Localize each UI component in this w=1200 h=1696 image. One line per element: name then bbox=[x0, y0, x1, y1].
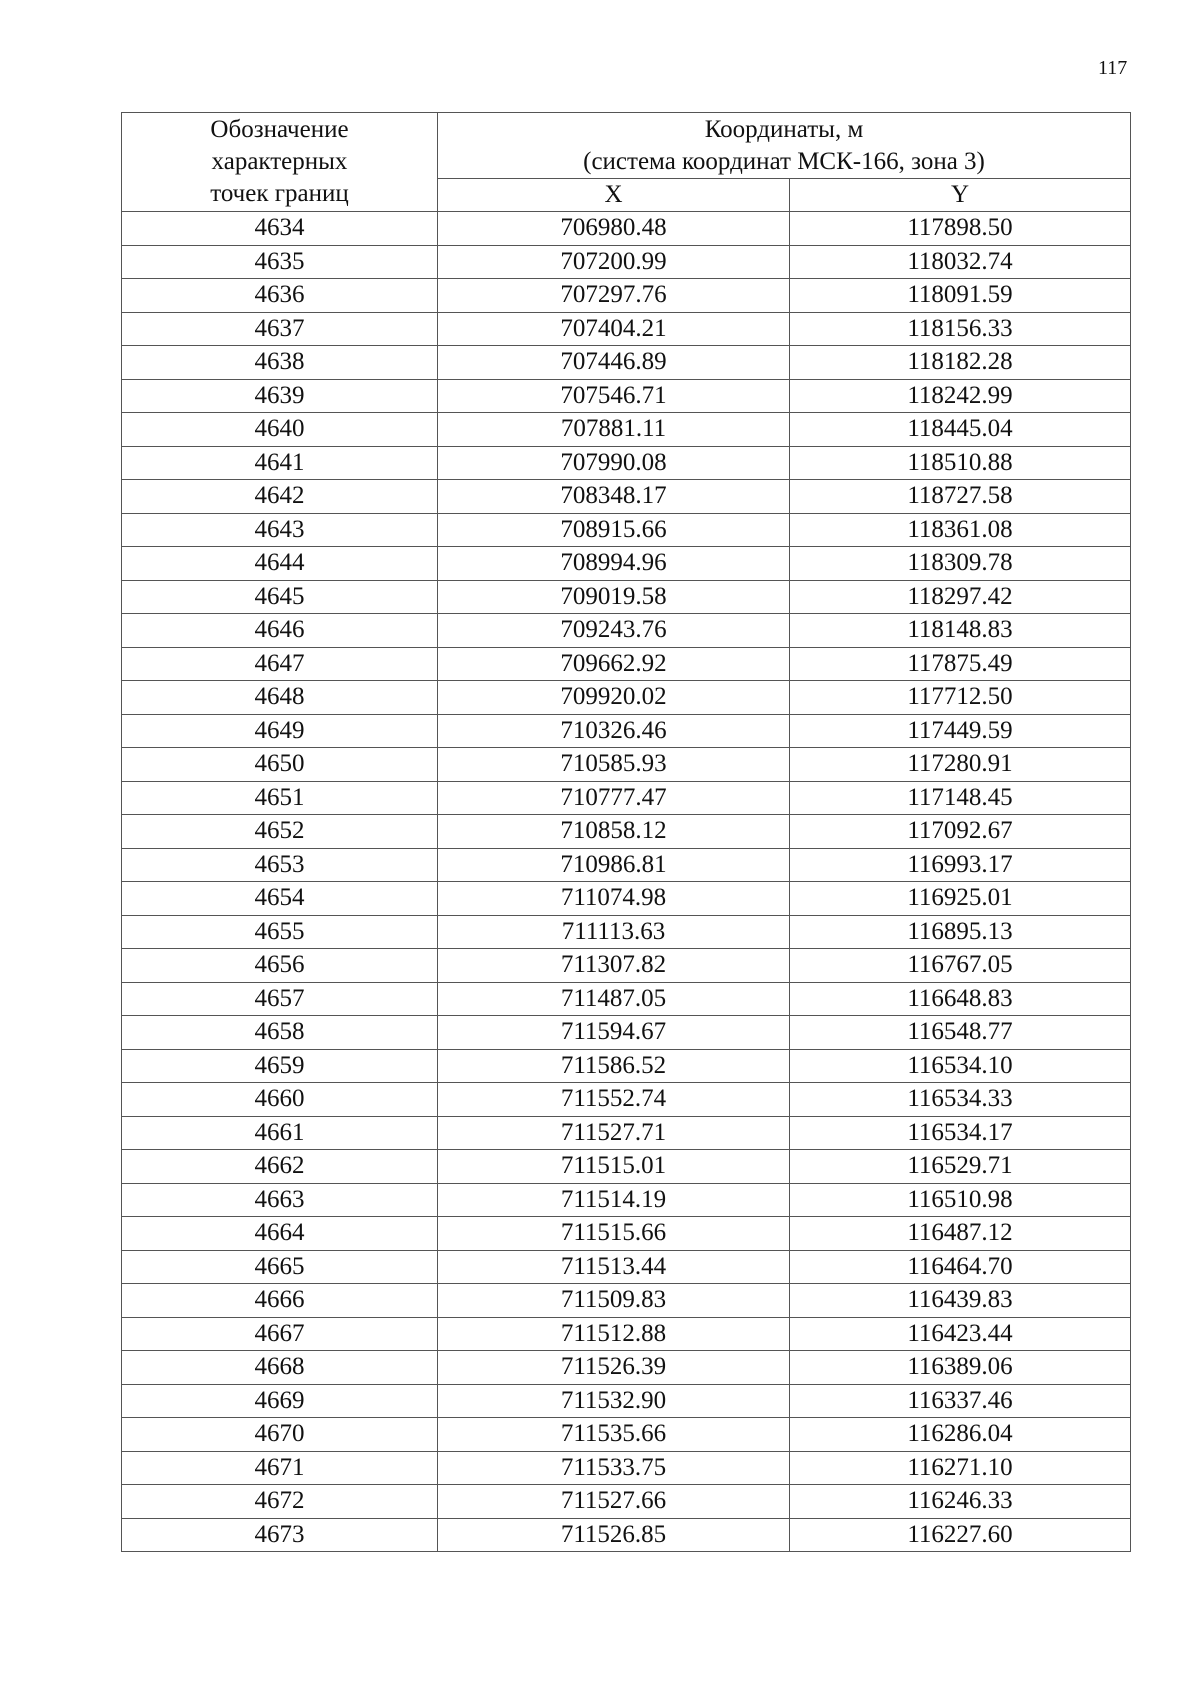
y-coordinate-cell: 118361.08 bbox=[790, 513, 1131, 547]
point-id-cell: 4638 bbox=[122, 346, 438, 380]
point-id-cell: 4659 bbox=[122, 1049, 438, 1083]
point-id-cell: 4661 bbox=[122, 1116, 438, 1150]
y-column-header: Y bbox=[790, 179, 1131, 212]
y-coordinate-cell: 116510.98 bbox=[790, 1183, 1131, 1217]
point-id-cell: 4641 bbox=[122, 446, 438, 480]
table-row bbox=[122, 1183, 1131, 1217]
point-id-cell: 4653 bbox=[122, 848, 438, 882]
point-id-cell: 4649 bbox=[122, 714, 438, 748]
table-row bbox=[122, 1518, 1131, 1552]
x-column-header: X bbox=[438, 179, 790, 212]
point-id-cell: 4655 bbox=[122, 915, 438, 949]
y-coordinate-cell: 118091.59 bbox=[790, 279, 1131, 313]
y-coordinate-cell: 116534.10 bbox=[790, 1049, 1131, 1083]
point-id-cell: 4663 bbox=[122, 1183, 438, 1217]
x-coordinate-cell: 710326.46 bbox=[438, 714, 790, 748]
point-id-cell: 4634 bbox=[122, 212, 438, 246]
y-coordinate-cell: 117092.67 bbox=[790, 815, 1131, 849]
x-coordinate-cell: 709243.76 bbox=[438, 614, 790, 648]
y-coordinate-cell: 116648.83 bbox=[790, 982, 1131, 1016]
y-coordinate-cell: 117280.91 bbox=[790, 748, 1131, 782]
x-coordinate-cell: 711515.01 bbox=[438, 1150, 790, 1184]
table-row bbox=[122, 245, 1131, 279]
y-coordinate-cell: 116767.05 bbox=[790, 949, 1131, 983]
y-coordinate-cell: 116534.17 bbox=[790, 1116, 1131, 1150]
x-coordinate-cell: 711307.82 bbox=[438, 949, 790, 983]
x-coordinate-cell: 707297.76 bbox=[438, 279, 790, 313]
y-coordinate-cell: 117875.49 bbox=[790, 647, 1131, 681]
x-coordinate-cell: 709920.02 bbox=[438, 681, 790, 715]
table-row bbox=[122, 949, 1131, 983]
y-coordinate-cell: 116246.33 bbox=[790, 1485, 1131, 1519]
x-coordinate-cell: 707404.21 bbox=[438, 312, 790, 346]
y-coordinate-cell: 116487.12 bbox=[790, 1217, 1131, 1251]
table-body bbox=[122, 212, 1131, 1552]
point-id-cell: 4651 bbox=[122, 781, 438, 815]
point-id-cell: 4643 bbox=[122, 513, 438, 547]
x-coordinate-cell: 709019.58 bbox=[438, 580, 790, 614]
y-coordinate-cell: 117449.59 bbox=[790, 714, 1131, 748]
x-coordinate-cell: 711535.66 bbox=[438, 1418, 790, 1452]
table-row bbox=[122, 580, 1131, 614]
coordinates-header-line: (система координат МСК-166, зона 3) bbox=[583, 147, 985, 175]
y-coordinate-cell: 116993.17 bbox=[790, 848, 1131, 882]
table-row bbox=[122, 312, 1131, 346]
table-row bbox=[122, 1351, 1131, 1385]
x-coordinate-cell: 711515.66 bbox=[438, 1217, 790, 1251]
table-row bbox=[122, 1250, 1131, 1284]
point-id-cell: 4644 bbox=[122, 547, 438, 581]
point-id-cell: 4646 bbox=[122, 614, 438, 648]
table-row bbox=[122, 346, 1131, 380]
x-coordinate-cell: 706980.48 bbox=[438, 212, 790, 246]
table-row bbox=[122, 1049, 1131, 1083]
table-row bbox=[122, 379, 1131, 413]
point-id-cell: 4635 bbox=[122, 245, 438, 279]
point-id-cell: 4664 bbox=[122, 1217, 438, 1251]
table-row bbox=[122, 1016, 1131, 1050]
x-coordinate-cell: 711533.75 bbox=[438, 1451, 790, 1485]
y-coordinate-cell: 118445.04 bbox=[790, 413, 1131, 447]
point-id-cell: 4642 bbox=[122, 480, 438, 514]
point-id-cell: 4650 bbox=[122, 748, 438, 782]
y-coordinate-cell: 116271.10 bbox=[790, 1451, 1131, 1485]
point-id-cell: 4656 bbox=[122, 949, 438, 983]
point-id-cell: 4657 bbox=[122, 982, 438, 1016]
y-coordinate-cell: 116464.70 bbox=[790, 1250, 1131, 1284]
table-row bbox=[122, 1116, 1131, 1150]
x-coordinate-cell: 708915.66 bbox=[438, 513, 790, 547]
table-row bbox=[122, 513, 1131, 547]
table-row bbox=[122, 1217, 1131, 1251]
point-id-cell: 4660 bbox=[122, 1083, 438, 1117]
coordinates-header bbox=[438, 113, 1131, 179]
table-row bbox=[122, 882, 1131, 916]
table-row bbox=[122, 1418, 1131, 1452]
point-id-cell: 4654 bbox=[122, 882, 438, 916]
x-coordinate-cell: 711514.19 bbox=[438, 1183, 790, 1217]
table-row bbox=[122, 1384, 1131, 1418]
y-coordinate-cell: 116389.06 bbox=[790, 1351, 1131, 1385]
y-coordinate-cell: 118156.33 bbox=[790, 312, 1131, 346]
y-coordinate-cell: 118182.28 bbox=[790, 346, 1131, 380]
y-coordinate-cell: 118242.99 bbox=[790, 379, 1131, 413]
x-coordinate-cell: 707446.89 bbox=[438, 346, 790, 380]
y-coordinate-cell: 116534.33 bbox=[790, 1083, 1131, 1117]
table-row bbox=[122, 413, 1131, 447]
x-coordinate-cell: 710986.81 bbox=[438, 848, 790, 882]
point-id-cell: 4666 bbox=[122, 1284, 438, 1318]
point-id-cell: 4670 bbox=[122, 1418, 438, 1452]
point-id-cell: 4672 bbox=[122, 1485, 438, 1519]
point-designation-header bbox=[122, 113, 438, 212]
point-id-cell: 4639 bbox=[122, 379, 438, 413]
y-coordinate-cell: 116895.13 bbox=[790, 915, 1131, 949]
table-row bbox=[122, 212, 1131, 246]
y-coordinate-cell: 116423.44 bbox=[790, 1317, 1131, 1351]
point-id-cell: 4668 bbox=[122, 1351, 438, 1385]
point-id-cell: 4648 bbox=[122, 681, 438, 715]
table-row bbox=[122, 547, 1131, 581]
coordinates-header-line: Координаты, м bbox=[704, 115, 864, 143]
table-row bbox=[122, 614, 1131, 648]
table-row bbox=[122, 446, 1131, 480]
y-coordinate-cell: 118309.78 bbox=[790, 547, 1131, 581]
y-coordinate-cell: 118297.42 bbox=[790, 580, 1131, 614]
y-coordinate-cell: 118148.83 bbox=[790, 614, 1131, 648]
x-coordinate-cell: 710777.47 bbox=[438, 781, 790, 815]
x-coordinate-cell: 711113.63 bbox=[438, 915, 790, 949]
x-coordinate-cell: 711512.88 bbox=[438, 1317, 790, 1351]
y-coordinate-cell: 118727.58 bbox=[790, 480, 1131, 514]
x-coordinate-cell: 711513.44 bbox=[438, 1250, 790, 1284]
x-coordinate-cell: 711552.74 bbox=[438, 1083, 790, 1117]
x-coordinate-cell: 709662.92 bbox=[438, 647, 790, 681]
point-id-cell: 4665 bbox=[122, 1250, 438, 1284]
x-coordinate-cell: 710858.12 bbox=[438, 815, 790, 849]
table-row bbox=[122, 1451, 1131, 1485]
table-row bbox=[122, 1284, 1131, 1318]
point-id-cell: 4637 bbox=[122, 312, 438, 346]
table-row bbox=[122, 714, 1131, 748]
page-number: 117 bbox=[1098, 57, 1128, 79]
table-row bbox=[122, 848, 1131, 882]
x-coordinate-cell: 707200.99 bbox=[438, 245, 790, 279]
x-coordinate-cell: 707990.08 bbox=[438, 446, 790, 480]
x-coordinate-cell: 710585.93 bbox=[438, 748, 790, 782]
x-coordinate-cell: 711074.98 bbox=[438, 882, 790, 916]
y-coordinate-cell: 117148.45 bbox=[790, 781, 1131, 815]
point-id-cell: 4636 bbox=[122, 279, 438, 313]
y-coordinate-cell: 116286.04 bbox=[790, 1418, 1131, 1452]
x-coordinate-cell: 711527.71 bbox=[438, 1116, 790, 1150]
table-row bbox=[122, 915, 1131, 949]
point-id-cell: 4640 bbox=[122, 413, 438, 447]
table-row bbox=[122, 815, 1131, 849]
x-coordinate-cell: 711526.39 bbox=[438, 1351, 790, 1385]
point-header-line: точек границ bbox=[210, 180, 349, 207]
x-coordinate-cell: 711527.66 bbox=[438, 1485, 790, 1519]
y-coordinate-cell: 116925.01 bbox=[790, 882, 1131, 916]
table-row bbox=[122, 1150, 1131, 1184]
y-coordinate-cell: 118032.74 bbox=[790, 245, 1131, 279]
x-coordinate-cell: 711487.05 bbox=[438, 982, 790, 1016]
y-coordinate-cell: 116439.83 bbox=[790, 1284, 1131, 1318]
table-row bbox=[122, 1485, 1131, 1519]
x-coordinate-cell: 711509.83 bbox=[438, 1284, 790, 1318]
point-id-cell: 4667 bbox=[122, 1317, 438, 1351]
y-coordinate-cell: 117712.50 bbox=[790, 681, 1131, 715]
table-row bbox=[122, 279, 1131, 313]
table-row bbox=[122, 681, 1131, 715]
x-coordinate-cell: 711586.52 bbox=[438, 1049, 790, 1083]
x-coordinate-cell: 711594.67 bbox=[438, 1016, 790, 1050]
point-header-line: характерных bbox=[211, 148, 348, 175]
point-id-cell: 4652 bbox=[122, 815, 438, 849]
x-coordinate-cell: 707881.11 bbox=[438, 413, 790, 447]
table-row bbox=[122, 781, 1131, 815]
x-coordinate-cell: 711526.85 bbox=[438, 1518, 790, 1552]
table-row bbox=[122, 748, 1131, 782]
point-id-cell: 4669 bbox=[122, 1384, 438, 1418]
x-coordinate-cell: 708994.96 bbox=[438, 547, 790, 581]
y-coordinate-cell: 118510.88 bbox=[790, 446, 1131, 480]
y-coordinate-cell: 116529.71 bbox=[790, 1150, 1131, 1184]
point-id-cell: 4662 bbox=[122, 1150, 438, 1184]
table-row bbox=[122, 480, 1131, 514]
y-coordinate-cell: 116337.46 bbox=[790, 1384, 1131, 1418]
x-coordinate-cell: 707546.71 bbox=[438, 379, 790, 413]
point-header-line: Обозначение bbox=[210, 116, 349, 143]
y-coordinate-cell: 116548.77 bbox=[790, 1016, 1131, 1050]
table-row bbox=[122, 647, 1131, 681]
table-row bbox=[122, 1317, 1131, 1351]
x-coordinate-cell: 711532.90 bbox=[438, 1384, 790, 1418]
y-coordinate-cell: 117898.50 bbox=[790, 212, 1131, 246]
point-id-cell: 4658 bbox=[122, 1016, 438, 1050]
point-id-cell: 4647 bbox=[122, 647, 438, 681]
y-coordinate-cell: 116227.60 bbox=[790, 1518, 1131, 1552]
table-row bbox=[122, 982, 1131, 1016]
table-row bbox=[122, 1083, 1131, 1117]
point-id-cell: 4671 bbox=[122, 1451, 438, 1485]
point-id-cell: 4645 bbox=[122, 580, 438, 614]
point-id-cell: 4673 bbox=[122, 1518, 438, 1552]
table-header bbox=[122, 113, 1131, 212]
coordinates-table bbox=[121, 112, 1131, 1552]
x-coordinate-cell: 708348.17 bbox=[438, 480, 790, 514]
